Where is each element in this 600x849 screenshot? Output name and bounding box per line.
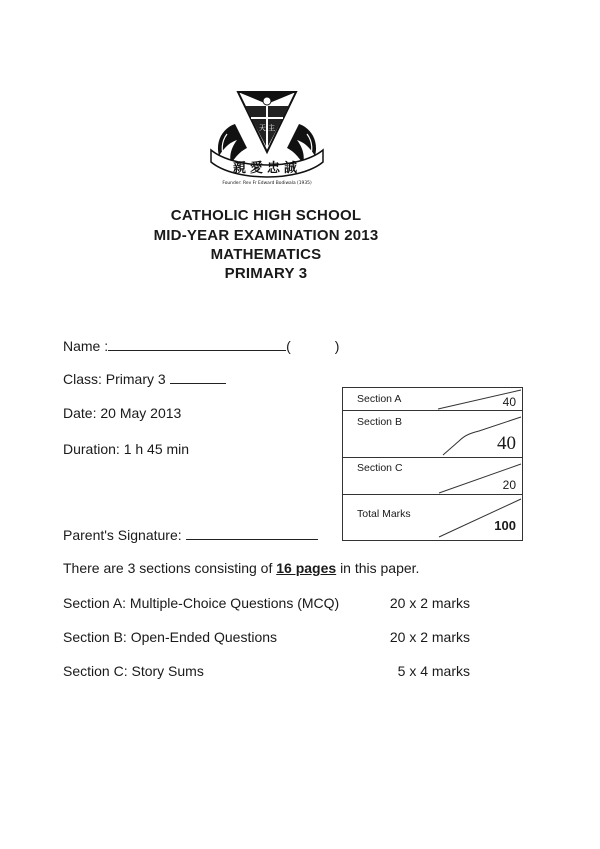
pages-info-prefix: There are 3 sections consisting of bbox=[63, 560, 273, 576]
marks-row-section-b bbox=[343, 411, 522, 458]
signature-blank[interactable] bbox=[186, 527, 318, 540]
pages-info-suffix: in this paper. bbox=[340, 560, 420, 576]
crest-motto: 親愛忠誠 bbox=[232, 161, 302, 176]
row-label: Total Marks bbox=[357, 508, 411, 520]
row-value: 100 bbox=[494, 518, 516, 533]
shield-text: 天 主 bbox=[258, 124, 276, 132]
class-field bbox=[63, 371, 226, 387]
school-crest-logo bbox=[205, 86, 329, 186]
marks-row-total bbox=[343, 495, 522, 539]
school-title: CATHOLIC HIGH SCHOOL bbox=[170, 207, 362, 224]
section-c-marks: 5 x 4 marks bbox=[397, 663, 470, 679]
section-a-label: Section A: Multiple-Choice Questions (MCQ) bbox=[63, 595, 340, 611]
class-blank[interactable] bbox=[170, 371, 226, 384]
section-a-marks: 20 x 2 marks bbox=[389, 595, 470, 611]
section-b-marks: 20 x 2 marks bbox=[389, 629, 470, 645]
exam-title: MID-YEAR EXAMINATION 2013 bbox=[153, 227, 379, 244]
row-label: Section C bbox=[357, 462, 403, 474]
name-paren-open: ( bbox=[286, 338, 291, 354]
date-text: Date: 20 May 2013 bbox=[63, 405, 182, 421]
class-label: Class: Primary 3 bbox=[63, 371, 166, 387]
pages-info bbox=[63, 560, 419, 576]
row-label: Section A bbox=[357, 393, 402, 405]
duration-text: Duration: 1 h 45 min bbox=[63, 441, 190, 457]
pages-count: 16 pages bbox=[276, 560, 337, 576]
name-paren-close: ) bbox=[334, 338, 340, 354]
section-c-label: Section C: Story Sums bbox=[63, 663, 204, 679]
marks-table bbox=[342, 387, 523, 541]
row-label: Section B bbox=[357, 416, 402, 428]
row-value-handwritten: 40 bbox=[497, 433, 516, 454]
row-value: 40 bbox=[502, 395, 516, 409]
level-title: PRIMARY 3 bbox=[224, 265, 308, 282]
name-blank[interactable] bbox=[108, 338, 286, 351]
parent-signature-field bbox=[63, 527, 318, 543]
parent-signature-label: Parent's Signature: bbox=[63, 527, 182, 543]
name-field bbox=[63, 338, 339, 354]
row-value: 20 bbox=[502, 478, 516, 492]
subject-title: MATHEMATICS bbox=[210, 246, 322, 263]
name-label: Name : bbox=[63, 338, 109, 354]
section-b-label: Section B: Open-Ended Questions bbox=[63, 629, 278, 645]
marks-row-section-a bbox=[343, 388, 522, 411]
marks-row-section-c bbox=[343, 458, 522, 495]
crest-founder: Founder: Rev Fr Edward Bodiwala (1935) bbox=[222, 181, 312, 186]
